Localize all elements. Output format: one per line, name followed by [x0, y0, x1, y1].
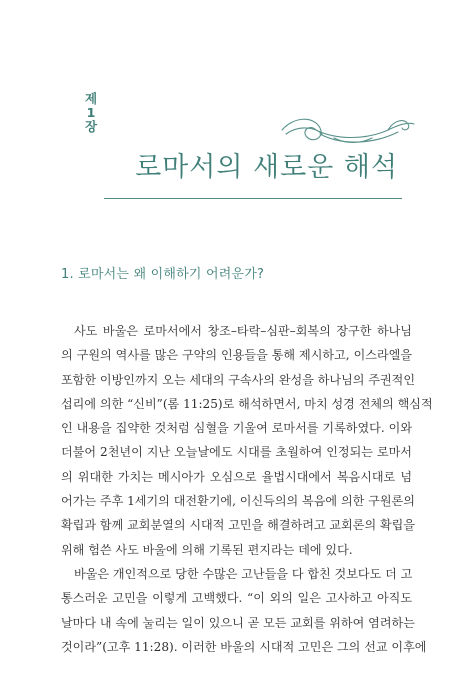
chapter-label-char-3: 장 — [84, 119, 98, 134]
chapter-title: 로마서의 새로운 해석 — [135, 152, 398, 183]
flourish-ornament-icon — [276, 104, 416, 154]
body-text — [61, 319, 433, 659]
body-line: 바울은 개인적으로 당한 수많은 고난들을 다 합친 것보다도 더 고 — [74, 566, 413, 581]
body-line: 것이라”(고후 11:28). 이러한 바울의 시대적 고민은 그의 선교 이후에 — [61, 639, 427, 654]
body-line: 인 내용을 집약한 것처럼 심혈을 기울여 로마서를 기록하였다. 이와 — [61, 421, 412, 436]
body-line: 의 위대한 가치는 메시아가 오심으로 율법시대에서 복음시대로 넘 — [61, 469, 412, 484]
body-line: 확립과 함께 교회분열의 시대적 고민을 해결하려고 교회론의 확립을 — [61, 518, 416, 533]
body-line: 위해 험쓴 사도 바울에 의해 기록된 편지라는 데에 있다. — [61, 542, 353, 557]
body-line: 통스러운 고민을 이렇게 고백했다. “이 외의 일은 고사하고 아직도 — [61, 591, 412, 606]
body-line: 포함한 이방인까지 오는 세대의 구속사의 완성을 하나님의 주권적인 — [61, 372, 416, 387]
title-divider — [104, 198, 402, 199]
body-line: 어가는 주후 1세기의 대전환기에, 이신득의의 복음에 의한 구원론의 — [61, 494, 415, 509]
chapter-number-label — [84, 92, 98, 134]
body-line: 섭리에 의한 “신비”(롬 11:25)로 해석하면서, 마치 성경 전체의 핵심적 — [61, 396, 433, 411]
chapter-label-char-1: 제 — [84, 91, 98, 106]
chapter-label-char-2: 1 — [86, 105, 96, 120]
section-heading: 1. 로마서는 왜 이해하기 어려운가? — [61, 267, 265, 282]
body-line: 사도 바울은 로마서에서 창조–타락–심판–회복의 장구한 하나님 — [74, 324, 412, 338]
body-line: 더불어 2천년이 지난 오늘날에도 시대를 초월하여 인정되는 로마서 — [61, 445, 412, 460]
body-line: 의 구원의 역사를 많은 구약의 인용들을 통해 제시하고, 이스라엘을 — [61, 348, 412, 363]
body-line: 날마다 내 속에 눌리는 일이 있으니 곧 모든 교회를 위하여 염려하는 — [61, 615, 415, 630]
